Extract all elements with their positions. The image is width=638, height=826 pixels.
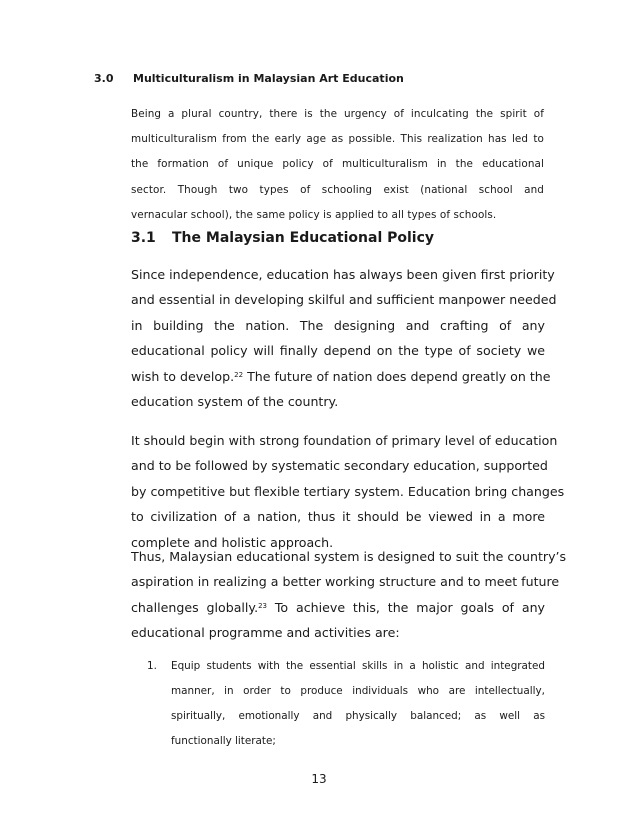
list-item-line: spiritually, emotionally and physically balanced; as well as [171, 710, 545, 722]
intro-line: Being a plural country, there is the urgency of inculcating the spirit of [131, 108, 544, 120]
intro-line: multiculturalism from the early age as possible. This realization has led to [131, 133, 544, 146]
paragraph-line: in building the nation. The designing and crafting of any [131, 317, 545, 333]
paragraph-line: and essential in developing skilful and sufficient manpower needed [131, 292, 557, 308]
page-number: 13 [311, 772, 327, 786]
text-run: challenges globally. [131, 599, 259, 615]
intro-line: the formation of unique policy of multiculturalism in the educational [131, 158, 544, 171]
paragraph-line: education system of the country. [131, 394, 339, 410]
paragraph-line: to civilization of a nation, thus it should be viewed in a more [131, 509, 545, 525]
text-run: To achieve this, the major goals of any [267, 599, 546, 615]
footnote-ref: 22 [234, 370, 244, 379]
paragraph-line [131, 364, 551, 389]
subsection-heading [131, 228, 434, 248]
paragraph-line: by competitive but flexible tertiary system. Education bring changes [131, 483, 565, 499]
paragraph-line: Since independence, education has always been given first priority [131, 267, 555, 282]
text-run: wish to develop. [131, 368, 235, 384]
paragraph-3 [131, 544, 567, 646]
paragraph-line: aspiration in realizing a better working structure and to meet future [131, 574, 560, 590]
section-number: 3.0 [94, 72, 114, 85]
footnote-ref: 23 [258, 601, 268, 610]
intro-paragraph [131, 102, 544, 228]
paragraph-2 [131, 428, 565, 555]
section-heading [94, 70, 554, 88]
subsection-title: The Malaysian Educational Policy [172, 230, 435, 246]
list-marker: 1. [147, 660, 157, 672]
section-title: Multiculturalism in Malaysian Art Education [133, 72, 404, 85]
subsection-number: 3.1 [131, 230, 156, 246]
intro-line: vernacular school), the same policy is applied to all types of schools. [131, 208, 497, 221]
list-item-line: Equip students with the essential skills in a holistic and integrated [171, 660, 545, 672]
paragraph-line: complete and holistic approach. [131, 534, 334, 550]
list-item-line: manner, in order to produce individuals who are intellectually, [171, 685, 545, 697]
paragraph-line: educational policy will finally depend on the type of society we [131, 343, 545, 359]
text-run: The future of nation does depend greatly on the [243, 368, 551, 384]
paragraph-line: It should begin with strong foundation of primary level of education [131, 433, 558, 448]
paragraph-1 [131, 262, 557, 414]
list-item [171, 654, 545, 754]
paragraph-line: and to be followed by systematic secondary education, supported [131, 458, 548, 474]
intro-line: sector. Though two types of schooling exist (national school and [131, 183, 544, 196]
list-item-line: functionally literate; [171, 735, 276, 747]
paragraph-line: Thus, Malaysian educational system is designed to suit the country’s [131, 549, 567, 564]
paragraph-line: educational programme and activities are: [131, 625, 400, 641]
paragraph-line [131, 595, 545, 620]
